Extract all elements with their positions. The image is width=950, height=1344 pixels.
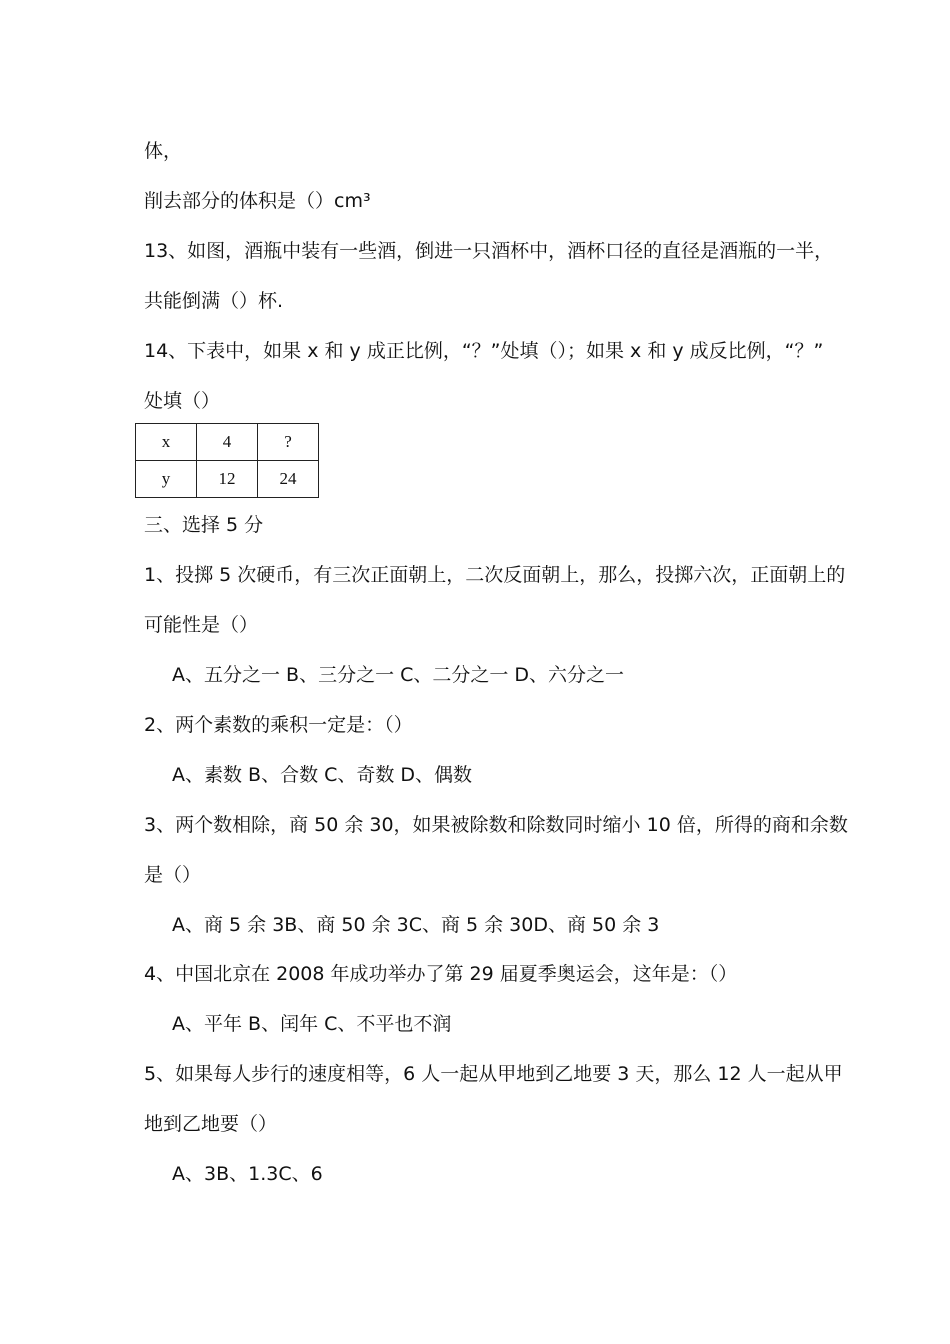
options-4: A、平年 B、闰年 C、不平也不润 <box>172 1013 452 1035</box>
options-5: A、3B、1.3C、6 <box>172 1163 323 1185</box>
options-3: A、商 5 余 3B、商 50 余 3C、商 5 余 30D、商 50 余 3 <box>172 914 660 936</box>
text-line: 处填（） <box>144 390 221 412</box>
table-cell: 4 <box>197 424 258 461</box>
text-line: 削去部分的体积是（）cm³ <box>144 190 371 212</box>
text-line: 是（） <box>144 864 202 886</box>
text-line: 共能倒满（）杯. <box>144 290 284 312</box>
choice-question-5: 5、如果每人步行的速度相等，6 人一起从甲地到乙地要 3 天，那么 12 人一起从甲 <box>144 1063 843 1085</box>
choice-question-3: 3、两个数相除，商 50 余 30，如果被除数和除数同时缩小 10 倍，所得的商和余数 <box>144 814 848 836</box>
xy-table <box>135 423 319 498</box>
question-14: 14、下表中，如果 x 和 y 成正比例，“？”处填（）；如果 x 和 y 成反比例，“？” <box>144 340 824 362</box>
choice-question-1: 1、投掷 5 次硬币，有三次正面朝上，二次反面朝上，那么，投掷六次，正面朝上的 <box>144 564 846 586</box>
table-cell: 24 <box>258 461 319 498</box>
options-1: A、五分之一 B、三分之一 C、二分之一 D、六分之一 <box>172 664 625 686</box>
table-row <box>136 461 319 498</box>
table-cell: y <box>136 461 197 498</box>
question-13: 13、如图，酒瓶中装有一些酒，倒进一只酒杯中，酒杯口径的直径是酒瓶的一半， <box>144 240 834 262</box>
table-cell: 12 <box>197 461 258 498</box>
table-cell: ? <box>258 424 319 461</box>
choice-question-4: 4、中国北京在 2008 年成功举办了第 29 届夏季奥运会，这年是：（） <box>144 963 738 985</box>
text-line: 体， <box>144 140 183 162</box>
table-row <box>136 424 319 461</box>
choice-question-2: 2、两个素数的乘积一定是：（） <box>144 714 413 736</box>
text-line: 地到乙地要（） <box>144 1113 278 1135</box>
section-heading: 三、选择 5 分 <box>144 514 264 536</box>
options-2: A、素数 B、合数 C、奇数 D、偶数 <box>172 764 473 786</box>
text-line: 可能性是（） <box>144 614 259 636</box>
table-cell: x <box>136 424 197 461</box>
